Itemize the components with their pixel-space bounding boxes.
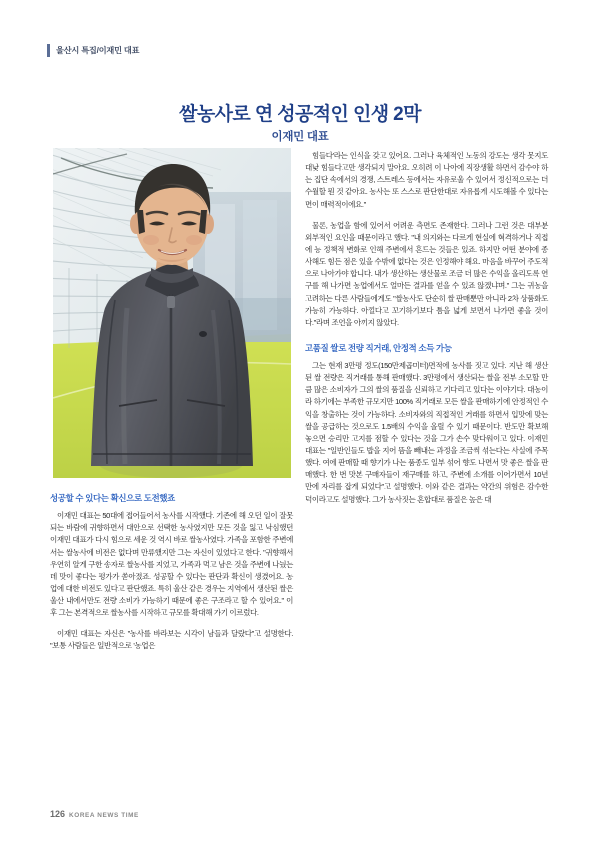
running-head-rule-icon xyxy=(47,44,50,57)
left-column xyxy=(50,493,293,793)
right-column xyxy=(305,150,548,795)
page-title: 쌀농사로 연 성공적인 인생 2막 xyxy=(179,103,421,125)
portrait-photo-image xyxy=(53,148,291,478)
portrait-photo xyxy=(53,148,291,478)
running-head xyxy=(47,44,139,57)
left-column-paragraph-2: 이재민 대표는 자신은 "농사를 바라보는 시각이 남들과 달랐다"고 설명한다. "보통 사람들은 일반적으로 '농업은 xyxy=(50,629,293,651)
right-column-paragraph-1: 힘들다'라는 인식을 갖고 있어요. 그러나 육체적인 노동의 강도는 생각 못지도 대낮 힘들다고만 생각되지 말아요. 오히려 이 나아에 직장생활 하면서 감수야 하는 집단 속에서의 경쟁, 스트레스 등에서는 자유로울 수 있어서 정신적으로는 더 수월할 뭔 것 같아요. 농사는 또 스스로 판단한대로 자유롭게 시도해볼 수 있다는 면이 매력적이에요." xyxy=(305,151,548,209)
left-column-paragraph-1: 이재민 대표는 50대에 접어들어서 농사를 시작했다. 기존에 해 오던 일이 잘못되는 바람에 귀향하면서 대안으로 선택한 농사였지만 모든 것을 잃고 낙심했던 이재민 대표가 다시 힘으로 세운 것 역시 바로 쌀농사였다. 가족을 포함한 주변에서는 쌀농사에 비전은 없다며 만류했지만 그는 자신이 있었다고 한다. "귀향해서 우연히 알게 구한 송자로 쌀농사를 지었고, 가족과 먹고 남은 것을 주변에 나눴는데 맛이 좋다는 평가가 쏟아졌죠. 성공할 수 있다는 판단과 확신이 생겼어요. 농업에 대한 비전도 있다고 판단했죠. 특히 울산 같은 경우는 지역에서 생산된 쌀은 울산 내에서만도 전량 소비가 가능하기 때문에 좋은 구조라고 할 수 있어요." 이후 그는 본격적으로 쌀농사를 시작하고 규모를 확대해 가기 이르렀다. xyxy=(50,511,293,618)
left-column-kicker: 성공할 수 있다는 확신으로 도전했죠 xyxy=(50,493,175,503)
running-head-label: 울산시 특집/이재민 대표 xyxy=(56,46,140,55)
right-column-paragraph-3: 그는 현재 3만평 정도(150만제곱미터)면적에 농사를 짓고 있다. 지난 해 생산된 쌀 전량은 직거래를 통해 판매했다. 3만평에서 생산되는 쌀을 전부 소모할 만큼 많은 소비자가 그의 쌀의 품질을 신뢰하고 기다리고 있다는 이야기다. 대농이라 하기에는 부족한 규모지만 100% 직거래로 모든 쌀을 판매하기에 안정적인 수익을 창출하는 것이 가능하다. 소비자와의 직접적인 거래를 하면서 입맛에 맞는 쌀을 공급하는 것으로도 1.5배의 수익을 올릴 수 있기 때문이다. 반도만 확보해 놓으면 승리만 고지를 점할 수 있다는 것을 그가 손수 맞다워이고 있다. 이재민 대표는 "일반인들도 밥을 지어 뜸을 빼내는 과정을 조금씩 섞는다는 사실에 주목했다. 여에 판매할 때 향기가 나는 품종도 일부 섞어 향도 나면서 맛 좋은 쌀을 판매했다. 한 번 맛본 구매자들이 재구매를 하고, 주변에 소개를 이어가면서 10년 만에 자리를 잡게 되었다"고 설명했다. 이와 같은 결과는 약간의 위험은 감수한 덕이라고도 설명했다. 그가 농사짓는 혼합대로 품질은 높은 대 xyxy=(305,361,548,504)
right-column-kicker: 고품질 쌀로 전량 직거래, 안정적 소득 가능 xyxy=(305,342,452,353)
page-footer xyxy=(50,809,139,819)
page-subtitle: 이재민 대표 xyxy=(271,130,329,143)
publication-name: KOREA NEWS TIME xyxy=(69,812,139,819)
right-column-paragraph-2: 물론, 농업을 함에 있어서 어려운 측면도 존재한다. 그러나 그런 것은 대부분 외부적인 요인을 때문이라고 했다. "내 의지와는 다르게 현실에 혁격하거나 직접에 능 정책적 변화로 인해 주변에서 흔드는 것들은 있죠. 하지만 어떤 분야에 종사해도 힘든 점은 있을 수밖에 없다는 것은 인정해야 해요. 마음을 바꾸어 주도적으로 나아가야 합니다. 내가 생산하는 생산물로 조금 더 많은 수익을 올리도록 연구를 해 나가면 농업에서도 얼마든 결과를 얻을 수 있죠 않겠냐며." 그는 귀농을 고려하는 다른 사람들에게도 "쌀농사도 단순히 쌀 판매뿐만 아니라 2차 상품화도 가능히 가능하다. 아낄다고 꼬기하기보다 틈을 넓게 보면서 나가면 좋을 것이다."라며 조언을 아끼지 않았다. xyxy=(305,220,548,327)
page-number: 126 xyxy=(50,809,66,819)
